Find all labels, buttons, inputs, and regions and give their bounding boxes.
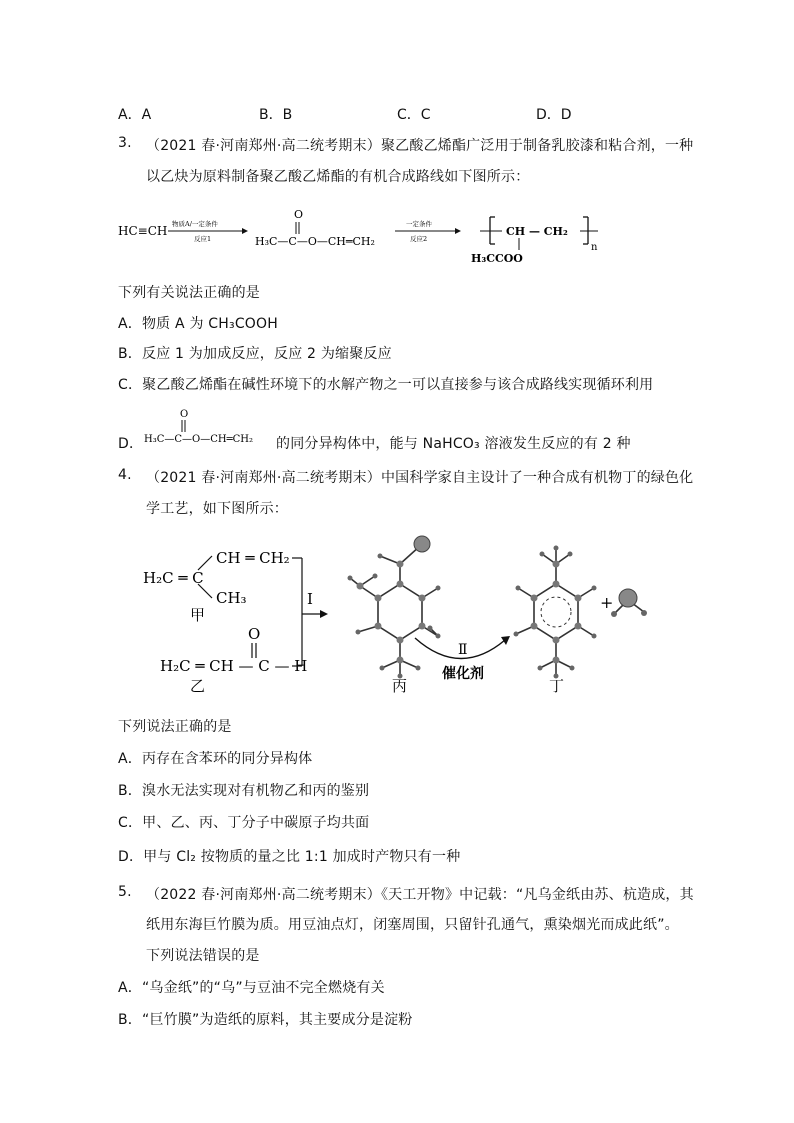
option-c[interactable]: C．甲、乙、丙、丁分子中碳原子均共面 [118, 815, 370, 831]
arrow-1-condition: 物质A/一定条件 [172, 220, 218, 228]
compound-bing-model [350, 546, 438, 676]
isoprene-top: CH ═ CH₂ [216, 549, 290, 567]
oxygen-atom [414, 536, 430, 552]
option-d-text: 的同分异构体中，能与 NaHCO₃ 溶液发生反应的有 2 种 [276, 436, 631, 452]
arrowhead [242, 228, 248, 234]
compound-ding-label: 丁 [549, 677, 565, 695]
plus-sign: + [600, 593, 614, 612]
question-stem: 学工艺，如下图所示： [146, 501, 288, 517]
option-b[interactable]: B．B [259, 107, 293, 123]
option-b[interactable]: B．“巨竹膜”为造纸的原料，其主要成分是淀粉 [118, 1012, 413, 1028]
arrowhead [455, 228, 461, 234]
water-molecule-model [611, 589, 647, 617]
carbonyl-oxygen: O [294, 208, 304, 221]
step-ii-label: Ⅱ [458, 642, 468, 658]
reaction-figure [130, 528, 690, 706]
isoprene-methyl: CH₃ [216, 589, 247, 607]
vinyl-acetate-formula: H₃C—C—O—CH═CH₂ [144, 434, 254, 445]
compound-yi-label: 乙 [190, 677, 206, 695]
compound-jia-label: 甲 [190, 606, 206, 624]
option-c[interactable]: C．C [397, 107, 431, 123]
question-prompt: 下列说法正确的是 [118, 719, 232, 735]
option-c[interactable]: C．聚乙酸乙烯酯在碱性环境下的水解产物之一可以直接参与该合成路线实现循环利用 [118, 377, 654, 393]
question-number: 3. [118, 135, 132, 151]
carbonyl-oxygen: O [180, 409, 189, 420]
reaction-scheme [110, 200, 610, 270]
option-a[interactable]: A．A [118, 107, 152, 123]
polymer-repeat-unit: CH — CH₂ [506, 225, 568, 238]
question-stem: （2021 春·河南郑州·高二统考期末）聚乙酸乙烯酯广泛用于制备乳胶漆和粘合剂，一种 [146, 138, 694, 154]
option-b[interactable]: B．溴水无法实现对有机物乙和丙的鉴别 [118, 783, 370, 799]
question-stem: 纸用东海巨竹膜为质。用豆油点灯，闭塞周围，只留针孔通气，熏染烟光而成此纸”。 [146, 917, 679, 933]
option-a[interactable]: A．丙存在含苯环的同分异构体 [118, 751, 313, 767]
option-a[interactable]: A．“乌金纸”的“乌”与豆油不完全燃烧有关 [118, 980, 385, 996]
acetoxy-group: H₃CCOO [471, 252, 523, 265]
vinyl-acetate-structure [140, 405, 280, 447]
option-a[interactable]: A．物质 A 为 CH₃COOH [118, 316, 278, 332]
polymer-n: n [591, 242, 598, 253]
question-stem: （2022 春·河南郑州·高二统考期末）《天工开物》中记载：“凡乌金纸由苏、杭造成，其 [146, 887, 694, 903]
aldehyde-oxygen: O [248, 625, 261, 643]
arrow-1-label: 反应1 [194, 235, 212, 243]
option-d[interactable]: D．D [536, 107, 572, 123]
reactant-acetylene: HC≡CH [118, 224, 168, 238]
option-b[interactable]: B．反应 1 为加成反应，反应 2 为缩聚反应 [118, 346, 392, 362]
acrolein-formula: H₂C ═ CH — C — H [160, 657, 308, 675]
compound-bing-label: 丙 [392, 677, 408, 695]
option-d[interactable]: D． [118, 436, 144, 452]
isoprene-left: H₂C ═ C [143, 569, 204, 587]
question-stem: （2021 春·河南郑州·高二统考期末）中国科学家自主设计了一种合成有机物丁的绿色化 [146, 470, 694, 486]
arrow-2-condition: 一定条件 [406, 220, 432, 228]
question-stem: 以乙炔为原料制备聚乙酸乙烯酯的有机合成路线如下图所示： [146, 169, 530, 185]
option-d[interactable]: D．甲与 Cl₂ 按物质的量之比 1:1 加成时产物只有一种 [118, 849, 461, 865]
vinyl-acetate-formula: H₃C—C—O—CH═CH₂ [255, 235, 375, 248]
arrow-2-label: 反应2 [410, 235, 428, 243]
catalyst-label: 催化剂 [442, 666, 484, 682]
question-prompt: 下列有关说法正确的是 [118, 285, 260, 301]
step-i-label: I [307, 590, 313, 608]
question-number: 5. [118, 884, 132, 900]
question-prompt: 下列说法错误的是 [146, 948, 260, 964]
question-number: 4. [118, 467, 132, 483]
